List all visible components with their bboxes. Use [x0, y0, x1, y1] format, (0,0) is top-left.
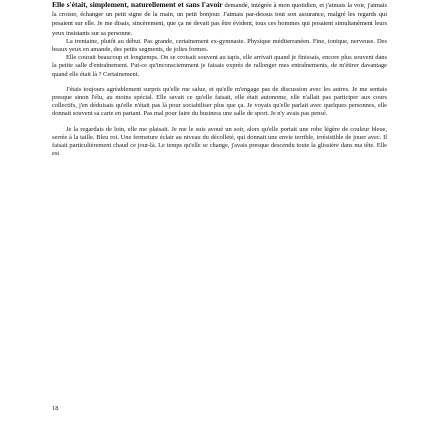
paragraph-1-text: demandé, intégrée à mon quotidien, et j'aimais la voir, j'aimais la croiser, échanger un petit signe de la main, un petit bonjour. J'aimais par-dessus tout son assurance, malgré les regards qui pesaient sur elle. Je me disais, sincèrement, que ça ne devait pas être évident, tous ces hommes qui posaient simultanément leurs yeux insistants sur sa personne.	[52, 2, 387, 37]
page-number: 18	[52, 405, 59, 412]
paragraph-5: Je la regardais de loin, elle me plaisait. Je me le suis avoué un soir, alors qu'elle portait une robe légère de couleur bleue, serrée à la taille. Bleu roi. Une fermeture éclair au niveau du décolleté, qui donnait une envie terrible, irrésistible de jouer avec. Il faisait particulièrement chaud ce jour-là. Le temps qu'elle se change, j'avais presque descendu toute la glissière dans ma tête. Elle est	[52, 125, 387, 158]
paragraph-3: Elle courait beaucoup et longtemps. On se croisait souvent au tapis, elle arrivait quand je finissais, encore plus souvent dans la petite salle d'entraînement. Fut-ce qu'inconsciemment je faisais exprès de rallonger mes entraînements, de m'étirer davantage quand elle était là ? Certainement.	[52, 54, 387, 78]
section-spacer	[52, 79, 387, 86]
paragraph-1-lead: Elle s'était, simplement, naturellement et sans l'avoir	[52, 0, 223, 9]
paragraph-1	[52, 1, 387, 38]
body-text	[52, 1, 387, 158]
section-spacer	[52, 119, 387, 126]
paragraph-4: J'étais toujours agréablement surpris qu'elle me salue, et qu'elle m'engage pas de discussion avec les autres. Je me sentais presque sinon l'élu, au moins spécial. Elle savait ce qu'elle faisait, elle était autonome, elle n'allait pas participer aux cours collectifs, j'en déduisais qu'elle n'était pas là pour sociabiliser plus que ça. Je voyais qu'elle parlait avec quelques personnes, elle donnait souvent sa carte en partant. Pas mal pour faire du business une salle de sport. Je n'y avais pas pensé.	[52, 85, 387, 118]
paragraph-2: La trentaine, plutôt au début. Pas grande, certainement ex-gymnaste. Physique méditerranéen. Fine, tonique, nerveuse. Des beaux yeux en amande, des petits segments, de jolies formes.	[52, 37, 387, 54]
